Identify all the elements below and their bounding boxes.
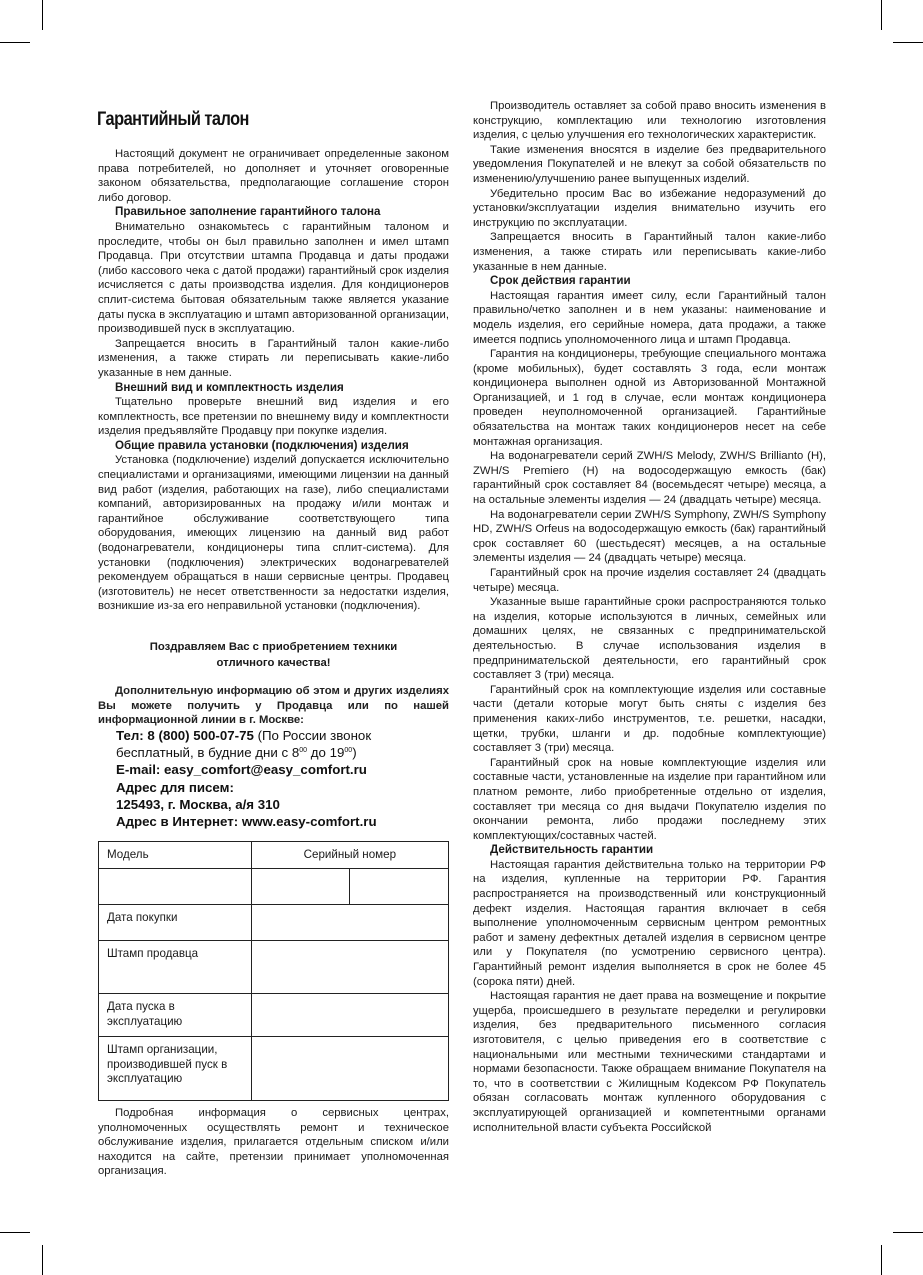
row-label: Штамп организации, производившей пуск в эксплуатацию [99,1037,252,1101]
paragraph: На водонагреватели серии ZWH/S Symphony, ZWH/S Symphony HD, ZWH/S Orfeus на водосодержащую емкость (бак) гарантийный срок составляет 60 (шестьдесят) месяцев, а на остальные элементы изделия — 24 (двадцать четыре) месяца. [473,508,826,565]
model-header: Модель [99,842,252,869]
info-paragraph: Дополнительную информацию об этом и других изделиях Вы можете получить у Продавца или по нашей информационной линии в г. Москве: [98,685,449,727]
row-label: Дата пуска в эксплуатацию [99,994,252,1037]
hours-line [116,744,377,761]
table-row [99,869,449,905]
paragraph: Гарантийный срок на комплектующие изделия или составные части (детали которые могут быть сняты с изделия без применения каких-либо инструментов, т.е. решетки, насадки, щетки, трубки, шланги и др. подобные комплектующие) составляет 3 (три) месяца. [473,683,826,755]
intro-paragraph: Настоящий документ не ограничивает определенные законом права потребителей, но дополняет и уточняет оговоренные законом обязательства, предполагающие соглашение сторон либо договор. [98,148,449,204]
installer-stamp-field[interactable] [251,1037,448,1101]
crop-mark [42,1245,43,1275]
section-heading: Правильное заполнение гарантийного талона [115,205,381,219]
commissioning-date-field[interactable] [251,994,448,1037]
serial-field-1[interactable] [251,869,350,905]
paragraph: Установка (подключение) изделий допускается исключительно специалистами и организациями, имеющими лицензии на данный вид работ (изделия, работающих на газе), либо специалистами компаний, авторизированных на продажу и/или монтаж и гарантийное обслуживание соответствующего типа оборудования, имеющих лицензию на данный вид работ (водонагреватели, кондиционеры типа сплит-система). Для установки (подключения) электрических водонагревателей рекомендуем обращаться в наши сервисные центры. Продавец (изготовитель) не несет ответственности за недостатки изделия, возникшие из-за его неправильной установки (подключения). [98,454,449,613]
section-heading: Действительность гарантии [490,843,654,857]
phone-line [116,727,377,744]
paragraph: Настоящая гарантия не дает права на возмещение и покрытие ущерба, происшедшего в результате переделки и регулировки изделия, без предварительного письменного согласия изготовителя, с целью приведения его в соответствие с национальными или местными техническими стандартами и нормами безопасности. Также обращаем внимание Покупателя на то, что в соответствии с Жилищным Кодексом РФ Покупатель обязан согласовать монтаж купленного оборудования с эксплуатирующей организацией и компетентными органами исполнительной власти субъекта Российской [473,990,826,1134]
purchase-date-field[interactable] [251,905,448,941]
info-block [98,684,449,728]
paragraph: Внимательно ознакомьтесь с гарантийным талоном и проследите, чтобы он был правильно заполнен и имел штамп Продавца. При отсутствии штампа Продавца и даты продажи (либо кассового чека с датой продажи) гарантийный срок изделия исчисляется с даты производства изделия. Для кондиционеров сплит-система бытовая обязательным также является указание даты пуска в эксплуатацию и штамп авторизованной организации, производившей пуск в эксплуатацию. [98,220,449,336]
left-column [98,147,449,614]
crop-mark [893,1232,923,1233]
paragraph: На водонагреватели серий ZWH/S Melody, ZWH/S Brillianto (H), ZWH/S Premiero (H) на водосодержащую емкость (бак) гарантийный срок составляет 84 (восемьдесят четыре) месяца, а на остальные элементы изделия — 24 (двадцать четыре) месяца. [473,450,826,507]
crop-mark [881,0,882,30]
paragraph: Гарантийный срок на новые комплектующие изделия или составные части, установленные на изделие при гарантийном или платном ремонте, либо приобретенные отдельно от изделия, составляет три месяца со дня выдачи Покупателю изделия по окончании ремонта, либо продажи последнему этих комплектующих/составных частей. [473,756,826,842]
table-row [99,994,449,1037]
website-link[interactable]: Адрес в Интернет: www.easy-comfort.ru [116,814,377,830]
hours-text: бесплатный, в будние дни с 8 [116,745,300,761]
paragraph: Настоящая гарантия действительна только на территории РФ на изделия, купленные на территории РФ. Гарантия распространяется на производственный или конструкционный дефект изделия. Настоящая гарантия включает в себя выполнение уполномоченным сервисным центром ремонтных работ и замену дефектных деталей изделия в сервисном центре или у Покупателя (по усмотрению сервисного центра). Гарантийный ремонт изделия выполняется в срок не более 45 (сорока пяти) дней. [473,858,826,988]
paragraph: Запрещается вносить в Гарантийный талон какие-либо изменения, а также стирать ли переписывать какие-либо указанные в нем данные. [98,337,449,379]
paragraph: Гарантийный срок на прочие изделия составляет 24 (двадцать четыре) месяца. [473,567,826,594]
warranty-table [98,841,449,1101]
crop-mark [0,1232,30,1233]
paragraph: Настоящая гарантия имеет силу, если Гарантийный талон правильно/четко заполнен и в нем указаны: наименование и модель изделия, его серийные номера, дата продажи, а также имеется подпись уполномоченного лица и штамп Продавца. [473,289,826,346]
page-title: Гарантийный талон [97,109,249,130]
crop-mark [881,1245,882,1275]
serial-field-2[interactable] [350,869,449,905]
right-column [473,99,826,1135]
paragraph: Производитель оставляет за собой право вносить изменения в конструкцию, комплектацию или технологию изготовления изделия, с целью улучшения его технологических характеристик. [473,100,826,142]
phone-note: (По России звонок [253,728,372,743]
seller-stamp-field[interactable] [251,941,448,994]
hours-sup: 00 [344,747,353,755]
paragraph: Указанные выше гарантийные сроки распространяются только на изделия, которые используются в личных, семейных или домашних целях, не связанных с предпринимательской деятельностью. В случае использования изделия в предпринимательской деятельности, его гарантийный срок составляет 3 (три) месяца. [473,596,826,682]
section-heading: Внешний вид и комплектность изделия [115,380,344,394]
congrats-line: отличного качества! [216,656,331,669]
table-header-row [99,842,449,869]
serial-header: Серийный номер [251,842,448,869]
hours-text: до 19 [307,745,345,761]
crop-mark [0,42,30,43]
crop-mark [42,0,43,30]
paragraph: Подробная информация о сервисных центрах, уполномоченных осуществлять ремонт и техническое обслуживание изделия, прилагается отдельным списком и/или находится на сайте, претензии принимает уполномоченная организация. [98,1107,449,1178]
section-heading: Срок действия гарантии [490,274,631,288]
hours-text: ) [352,745,357,761]
model-field[interactable] [99,869,252,905]
paragraph: Тщательно проверьте внешний вид изделия и его комплектность, все претензии по внешнему виду и комплектности изделия предъявляйте Продавцу при покупке изделия. [98,396,449,438]
row-label: Штамп продавца [99,941,252,994]
footer-note [98,1106,449,1179]
table-row [99,941,449,994]
congrats-block [98,640,449,671]
hours-sup: 00 [299,747,308,755]
paragraph: Запрещается вносить в Гарантийный талон какие-либо изменения, а также стирать или переписывать какие-либо указанные в нем данные. [473,231,826,273]
crop-mark [893,42,923,43]
phone-number[interactable]: Тел: 8 (800) 500-07-75 [116,728,254,743]
paragraph: Такие изменения вносятся в изделие без предварительного уведомления Покупателей и не влекут за собой обязательств по изменению/улучшению ранее выпущенных изделий. [473,143,826,185]
mail-address: 125493, г. Москва, а/я 310 [116,796,280,812]
paragraph: Гарантия на кондиционеры, требующие специального монтажа (кроме мобильных), будет составлять 3 года, если монтаж кондиционера выполнен одной из Авторизованной Монтажной Организацией, и 1 год в случае, если монтаж кондиционера проведен неуполномоченной организацией. Гарантийные обязательства на монтаж таких кондиционеров несет на себе монтажная организация. [473,348,826,448]
section-heading: Общие правила установки (подключения) изделия [115,438,409,452]
table-row [99,1037,449,1101]
mail-address-label: Адрес для писем: [116,779,234,795]
row-label: Дата покупки [99,905,252,941]
contacts-block [116,727,377,830]
email-link[interactable]: E-mail: easy_comfort@easy_comfort.ru [116,762,367,778]
table-row [99,905,449,941]
paragraph: Убедительно просим Вас во избежание недоразумений до установки/эксплуатации изделия внимательно изучить его инструкцию по эксплуатации. [473,187,826,229]
congrats-line: Поздравляем Вас с приобретением техники [149,641,398,653]
